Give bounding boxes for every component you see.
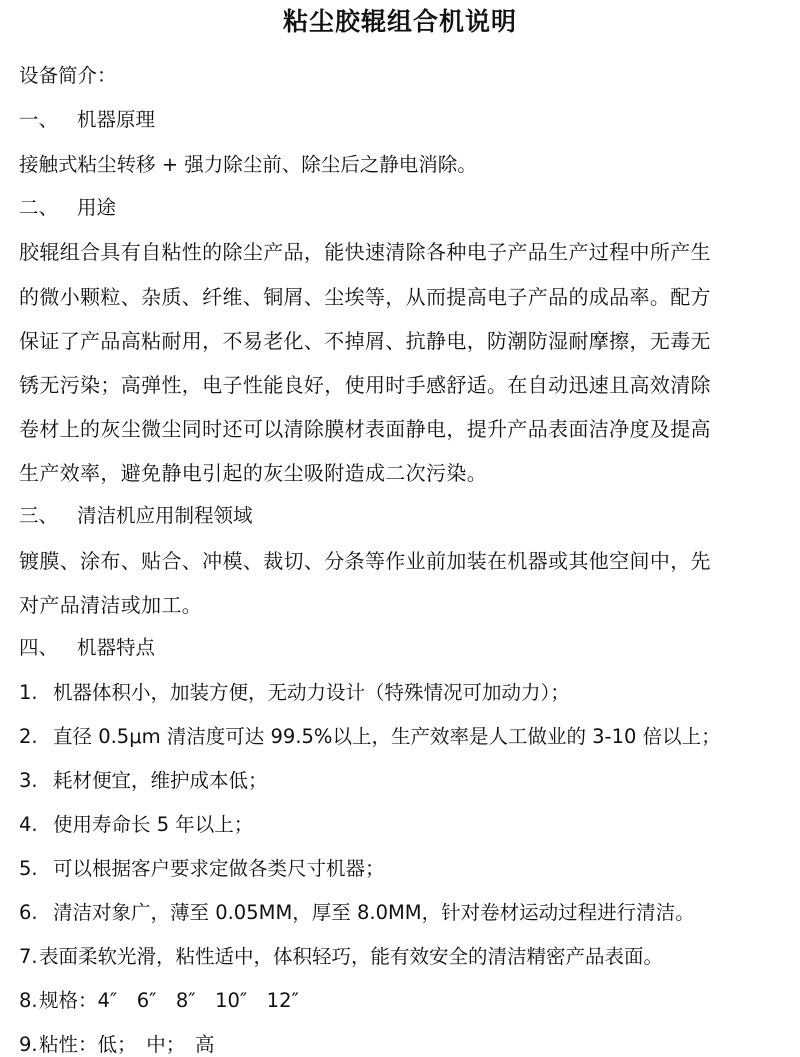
document-title: 粘尘胶辊组合机说明 (282, 7, 517, 36)
feature-item (19, 945, 663, 969)
feature-text: 使用寿命长 5 年以上； (53, 813, 254, 836)
feature-item (19, 813, 253, 837)
feature-number: 2. (19, 725, 38, 748)
section-1-body: 接触式粘尘转移 + 强力除尘前、除尘后之静电消除。 (19, 153, 477, 176)
feature-item (19, 989, 299, 1013)
feature-number: 9. (19, 1033, 38, 1056)
section-3-title: 清洁机应用制程领域 (77, 504, 253, 527)
feature-item (19, 901, 695, 925)
section-2-title: 用途 (77, 196, 117, 219)
section-2-line: 生产效率，避免静电引起的灰尘吸附造成二次污染。 (19, 461, 488, 485)
section-2-number: 二、 (19, 196, 59, 219)
feature-text: 规格：4″ 6″ 8″ 10″ 12″ (39, 989, 299, 1012)
section-1-heading (19, 108, 155, 132)
section-2-line: 锈无污染；高弹性，电子性能良好，使用时手感舒适。在自动迅速且高效清除 (19, 373, 711, 397)
feature-item (19, 681, 570, 705)
section-4-title: 机器特点 (77, 636, 156, 659)
section-3-number: 三、 (19, 504, 59, 527)
feature-text: 直径 0.5μm 清洁度可达 99.5%以上，生产效率是人工做业的 3-10 倍以上； (53, 725, 721, 748)
feature-number: 8. (19, 989, 38, 1012)
section-2-line: 胶辊组合具有自粘性的除尘产品，能快速清除各种电子产品生产过程中所产生 (19, 240, 711, 264)
feature-number: 3. (19, 769, 38, 792)
section-2-heading (19, 196, 116, 220)
feature-number: 4. (19, 813, 38, 836)
intro-label: 设备简介： (19, 64, 117, 87)
section-3-line: 镀膜、涂布、贴合、冲模、裁切、分条等作业前加装在机器或其他空间中，先 (19, 549, 711, 573)
section-2-line: 保证了产品高粘耐用，不易老化、不掉屑、抗静电，防潮防湿耐摩擦，无毒无 (19, 329, 711, 353)
feature-number: 6. (19, 901, 38, 924)
section-4-heading (19, 636, 155, 660)
section-4-number: 四、 (19, 636, 59, 659)
feature-item (19, 1033, 215, 1057)
section-3-line: 对产品清洁或加工。 (19, 593, 203, 617)
feature-number: 1. (19, 681, 38, 704)
feature-number: 7. (19, 945, 38, 968)
section-3-heading (19, 504, 253, 528)
section-1-number: 一、 (19, 108, 59, 131)
feature-text: 粘性：低； 中； 高 (39, 1033, 215, 1056)
feature-item (19, 857, 385, 881)
section-1-title: 机器原理 (77, 108, 156, 131)
feature-item (19, 725, 721, 749)
section-2-line: 卷材上的灰尘微尘同时还可以清除膜材表面静电，提升产品表面洁净度及提高 (19, 417, 711, 441)
feature-text: 机器体积小，加装方便，无动力设计（特殊情况可加动力）； (53, 681, 570, 704)
feature-text: 耗材便宜，维护成本低； (53, 769, 268, 792)
feature-text: 表面柔软光滑，粘性适中，体积轻巧，能有效安全的清洁精密产品表面。 (39, 945, 664, 968)
section-2-line: 的微小颗粒、杂质、纤维、铜屑、尘埃等，从而提高电子产品的成品率。配方 (19, 285, 711, 309)
feature-item (19, 769, 268, 793)
feature-number: 5. (19, 857, 38, 880)
feature-text: 可以根据客户要求定做各类尺寸机器； (53, 857, 385, 880)
feature-text: 清洁对象广，薄至 0.05MM，厚至 8.0MM，针对卷材运动过程进行清洁。 (53, 901, 695, 924)
